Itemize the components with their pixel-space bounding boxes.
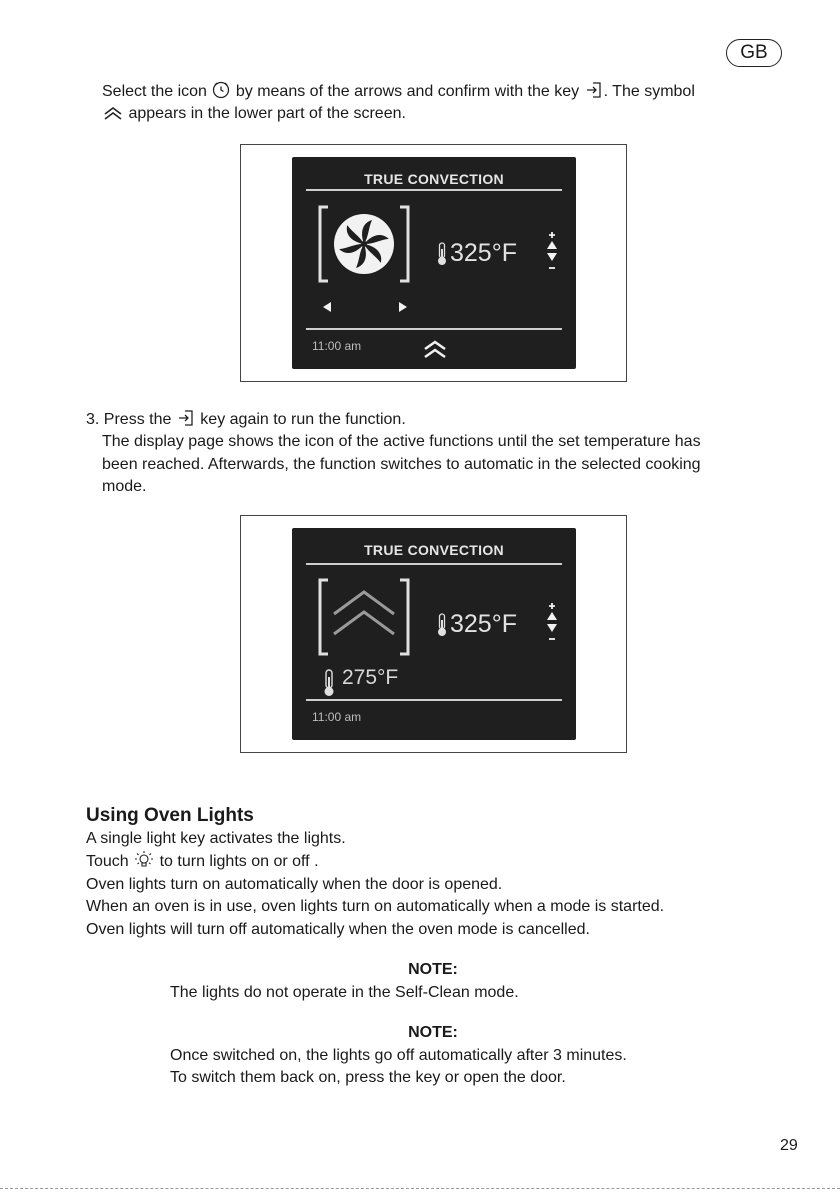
light-bulb-icon	[133, 850, 155, 870]
step3-line-3: been reached. Afterwards, the function switches to automatic in the selected cooking	[102, 456, 701, 473]
display-divider-bottom	[306, 699, 562, 701]
step3-line-4: mode.	[102, 478, 147, 495]
step3-text-b: key again to run the function.	[200, 411, 406, 428]
arrow-left-icon[interactable]	[322, 301, 332, 313]
display-title: TRUE CONVECTION	[364, 542, 504, 558]
intro-text-d: appears in the lower part of the screen.	[128, 105, 406, 122]
note-heading-2: NOTE:	[408, 1024, 458, 1041]
double-chevron-up-icon	[102, 104, 124, 122]
note-text-1: The lights do not operate in the Self-Clean mode.	[170, 984, 519, 1001]
set-temperature: 325°F	[450, 610, 517, 638]
lights-line-4: When an oven is in use, oven lights turn on automatically when a mode is started.	[86, 898, 665, 915]
arrow-right-icon[interactable]	[398, 301, 408, 313]
preheat-icon	[316, 576, 412, 658]
double-chevron-up-icon	[422, 338, 448, 360]
enter-key-icon	[176, 408, 196, 428]
lights-text-a: Touch	[86, 853, 129, 870]
current-temperature: 275°F	[342, 666, 399, 689]
section-heading: Using Oven Lights	[86, 805, 254, 826]
enter-key-icon	[584, 80, 604, 100]
fan-icon	[316, 203, 412, 285]
page-number: 29	[780, 1137, 798, 1154]
intro-text-a: Select the icon	[102, 83, 207, 100]
display-title: TRUE CONVECTION	[364, 171, 504, 187]
step3-text-a: Press the	[103, 411, 172, 428]
intro-line-2	[102, 102, 406, 125]
temperature-adjust-icon[interactable]	[545, 602, 559, 642]
display-divider-bottom	[306, 328, 562, 330]
figure-display-2	[240, 515, 627, 753]
language-badge: GB	[726, 39, 782, 67]
intro-text-c: . The symbol	[603, 83, 695, 100]
display-divider-top	[306, 563, 562, 565]
lights-line-5: Oven lights will turn off automatically when the oven mode is cancelled.	[86, 921, 590, 938]
temperature-adjust-icon[interactable]	[545, 231, 559, 271]
step-number: 3.	[86, 411, 100, 428]
thermometer-icon	[322, 669, 336, 697]
step3-line-2: The display page shows the icon of the active functions until the set temperature has	[102, 433, 701, 450]
intro-text-b: by means of the arrows and confirm with the key	[235, 83, 580, 100]
lights-text-b: to turn lights on or off .	[159, 853, 319, 870]
clock-icon	[211, 80, 231, 100]
set-temperature: 325°F	[450, 239, 517, 267]
display-divider-top	[306, 189, 562, 191]
intro-line-1	[102, 80, 695, 103]
thermometer-icon	[436, 613, 448, 637]
step3-line-1	[86, 408, 406, 431]
page-bottom-rule	[0, 1188, 840, 1190]
oven-display-2	[292, 528, 576, 740]
lights-line-1: A single light key activates the lights.	[86, 830, 346, 847]
oven-display-1	[292, 157, 576, 369]
clock-time: 11:00 am	[312, 339, 362, 353]
lights-line-2	[86, 850, 319, 873]
clock-time: 11:00 am	[312, 710, 362, 724]
note-heading-1: NOTE:	[408, 961, 458, 978]
thermometer-icon	[436, 242, 448, 266]
note-text-2b: To switch them back on, press the key or open the door.	[170, 1069, 566, 1086]
figure-display-1	[240, 144, 627, 382]
note-text-2a: Once switched on, the lights go off automatically after 3 minutes.	[170, 1047, 627, 1064]
lights-line-3: Oven lights turn on automatically when the door is opened.	[86, 876, 503, 893]
